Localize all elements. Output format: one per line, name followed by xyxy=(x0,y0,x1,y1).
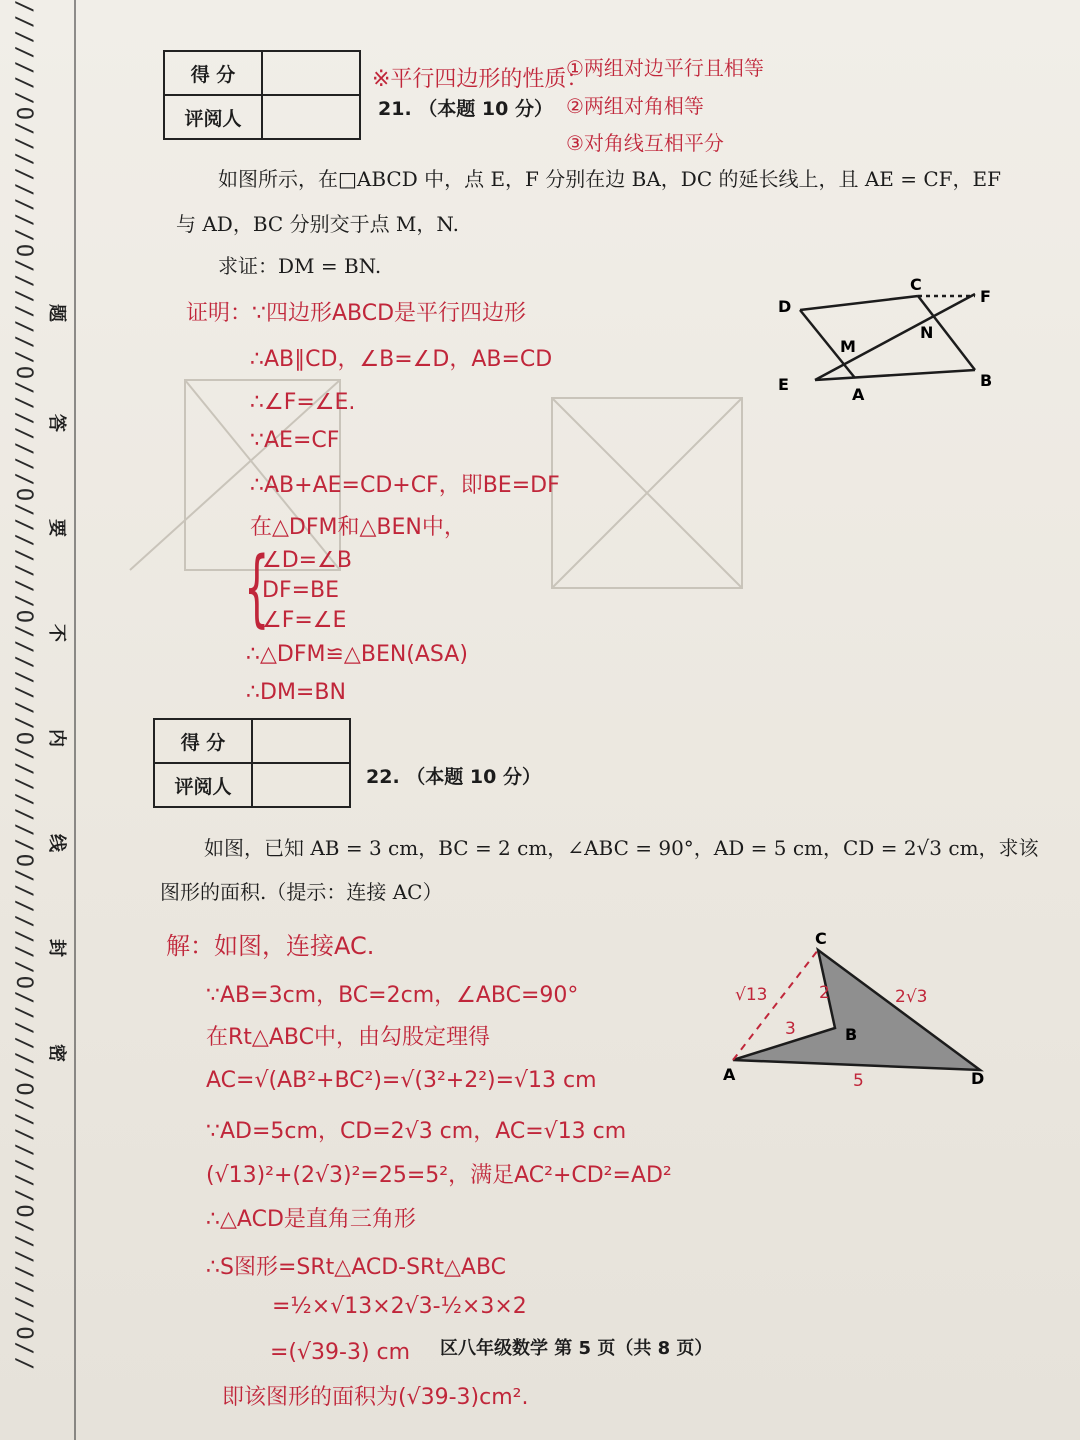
label-D: D xyxy=(971,1069,985,1088)
score-label: 得 分 xyxy=(164,51,262,95)
q22-solution-line: (√13)²+(2√3)²=25=5²，满足AC²+CD²=AD² xyxy=(206,1163,672,1188)
q21-proof-line: ∵AE=CF xyxy=(250,428,340,453)
q21-note-item: ②两组对角相等 xyxy=(566,94,704,118)
label-B: B xyxy=(845,1025,858,1044)
label-A: A xyxy=(723,1065,736,1084)
q21-header: 21. （本题 10 分） xyxy=(378,98,553,120)
q21-proof-line: ∴AB+AE=CD+CF，即BE=DF xyxy=(250,473,560,498)
q22-solution-line: 解：如图，连接AC. xyxy=(166,932,375,960)
q21-stem-line1: 如图所示，在□ABCD 中，点 E，F 分别在边 BA，DC 的延长线上，且 AE = CF，EF xyxy=(218,167,1002,191)
label-ad-length: 5 xyxy=(853,1071,864,1091)
q22-header: 22. （本题 10 分） xyxy=(366,766,541,788)
q21-stem-line2: 与 AD，BC 分别交于点 M，N. xyxy=(176,212,459,236)
label-F: F xyxy=(980,287,991,306)
label-C: C xyxy=(910,275,922,294)
q22-solution-line: ∵AD=5cm，CD=2√3 cm，AC=√13 cm xyxy=(206,1119,627,1144)
label-C: C xyxy=(815,929,827,948)
q21-note-title: ※平行四边形的性质： xyxy=(372,67,589,92)
cut-line-marks: ///////O////////O///////O///////O///////O///////O///////O///////O//////O///////O///////O// xyxy=(11,0,36,1373)
q21-brace: { xyxy=(244,540,270,638)
q21-proof-line: ∴△DFM≌△BEN(ASA) xyxy=(246,642,468,667)
q22-stem-line2: 图形的面积.（提示：连接 AC） xyxy=(160,880,443,904)
q21-proof-line: ∴DM=BN xyxy=(246,680,346,705)
page-footer: 区八年级数学 第 5 页（共 8 页） xyxy=(440,1338,713,1359)
q21-proof-line: 证明：∵四边形ABCD是平行四边形 xyxy=(186,301,527,326)
reviewer-cell xyxy=(252,763,350,807)
label-D: D xyxy=(778,297,792,316)
q21-proof-line: ∴AB∥CD，∠B=∠D，AB=CD xyxy=(250,347,553,372)
q21-proof-line: ∠F=∠E xyxy=(262,608,347,633)
q22-solution-line: AC=√(AB²+BC²)=√(3²+2²)=√13 cm xyxy=(206,1068,597,1093)
binding-warning xyxy=(46,0,70,1440)
q21-proof-line: ∴∠F=∠E. xyxy=(250,390,356,415)
warn-char: 要 xyxy=(46,519,67,537)
q22-solution-line: 即该图形的面积为(√39-3)cm². xyxy=(222,1385,529,1410)
warn-char: 答 xyxy=(46,414,67,432)
label-ab-length: 3 xyxy=(785,1019,796,1039)
q21-proof-line: DF=BE xyxy=(262,578,340,603)
reviewer-cell xyxy=(262,95,360,139)
score-cell xyxy=(252,719,350,763)
binding-margin xyxy=(0,0,80,1440)
binding-line xyxy=(74,0,76,1440)
label-bc-length: 2 xyxy=(819,983,830,1003)
q22-solution-line: 在Rt△ABC中，由勾股定理得 xyxy=(206,1025,490,1050)
reviewer-label: 评阅人 xyxy=(164,95,262,139)
q21-score-table xyxy=(163,50,361,140)
q22-stem-line1: 如图，已知 AB = 3 cm，BC = 2 cm，∠ABC = 90°，AD = 5 cm，CD = 2√3 cm，求该 xyxy=(204,836,1039,860)
warn-char: 不 xyxy=(46,624,67,642)
q22-solution-line: ∴△ACD是直角三角形 xyxy=(206,1207,416,1232)
score-cell xyxy=(262,51,360,95)
warn-char: 内 xyxy=(46,729,67,747)
warn-char: 线 xyxy=(46,834,67,852)
q21-note-item: ①两组对边平行且相等 xyxy=(566,56,764,80)
q22-solution-line: =(√39-3) cm xyxy=(270,1340,411,1365)
q21-parallelogram-figure xyxy=(770,270,1010,410)
q21-note-item: ③对角线互相平分 xyxy=(566,131,724,155)
q22-solution-line: ∵AB=3cm，BC=2cm，∠ABC=90° xyxy=(206,983,579,1008)
q21-proof-line: ∠D=∠B xyxy=(262,548,352,573)
score-label: 得 分 xyxy=(154,719,252,763)
q22-solution-line: =½×√13×2√3-½×3×2 xyxy=(272,1294,527,1319)
warn-char: 题 xyxy=(46,304,67,322)
label-cd-length: 2√3 xyxy=(895,987,928,1007)
label-A: A xyxy=(852,385,865,404)
label-E: E xyxy=(778,375,789,394)
q22-solution-line: ∴S图形=SRt△ACD-SRt△ABC xyxy=(206,1255,507,1280)
label-N: N xyxy=(920,323,934,342)
warn-char: 封 xyxy=(46,939,67,957)
q22-quadrilateral-figure xyxy=(715,928,995,1093)
warn-char: 密 xyxy=(46,1044,67,1062)
q21-prove-statement: 求证：DM = BN. xyxy=(218,254,382,278)
label-M: M xyxy=(840,337,856,356)
label-ac-length: √13 xyxy=(735,985,768,1005)
label-B: B xyxy=(980,371,993,390)
reviewer-label: 评阅人 xyxy=(154,763,252,807)
q22-score-table xyxy=(153,718,351,808)
q21-proof-line: 在△DFM和△BEN中， xyxy=(250,515,466,540)
